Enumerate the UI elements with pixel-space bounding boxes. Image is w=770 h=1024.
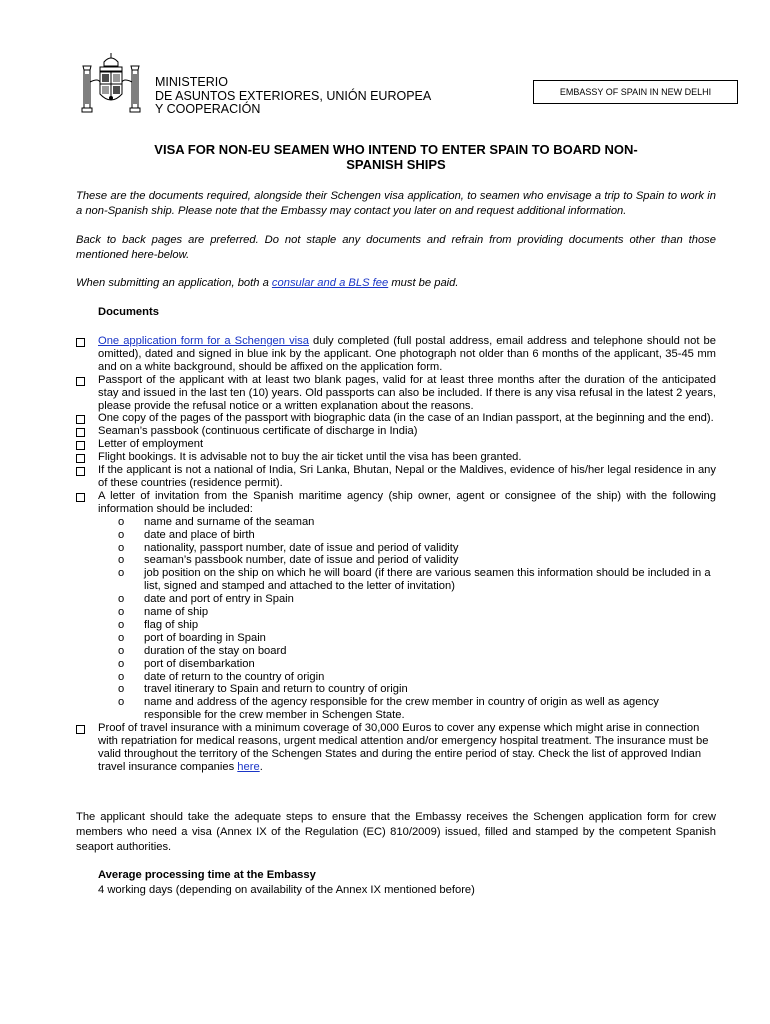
documents-heading: Documents bbox=[98, 306, 159, 318]
list-item-text: A letter of invitation from the Spanish maritime agency (ship owner, agent or consignee of the ship) with the following information should be included: bbox=[98, 489, 716, 515]
circle-bullet-icon: o bbox=[118, 696, 125, 709]
circle-bullet-icon: o bbox=[118, 554, 125, 567]
sub-list-item bbox=[98, 619, 716, 632]
circle-bullet-icon: o bbox=[118, 644, 125, 657]
documents-checklist bbox=[76, 335, 716, 774]
sub-item-text: flag of ship bbox=[144, 618, 199, 631]
list-item bbox=[76, 412, 716, 425]
circle-bullet-icon: o bbox=[118, 670, 125, 683]
sub-list-item bbox=[98, 632, 716, 645]
circle-bullet-icon: o bbox=[118, 657, 125, 670]
insurance-companies-link[interactable]: here bbox=[237, 760, 260, 773]
invitation-letter-item bbox=[76, 490, 716, 722]
list-item bbox=[76, 425, 716, 438]
sub-item-text: nationality, passport number, date of issue and period of validity bbox=[144, 541, 459, 554]
sub-list-item bbox=[98, 683, 716, 696]
list-item-text: Passport of the applicant with at least two blank pages, valid for at least three months after the duration of the anticipated stay and issued in the last ten (10) years. Old passports can also be included. If there is any visa refusal in the latest 2 years, please provide the refusal notice or a written explanation about the reasons. bbox=[98, 373, 716, 412]
sub-list-item bbox=[98, 516, 716, 529]
sub-list-item bbox=[98, 606, 716, 619]
title-line-1: VISA FOR NON-EU SEAMEN WHO INTEND TO ENTER SPAIN TO BOARD NON- bbox=[154, 142, 638, 157]
title-line-2: SPANISH SHIPS bbox=[346, 157, 446, 172]
sub-item-text: port of disembarkation bbox=[144, 657, 255, 670]
sub-list-item bbox=[98, 567, 716, 593]
spain-coat-of-arms-logo bbox=[80, 52, 142, 118]
circle-bullet-icon: o bbox=[118, 683, 125, 696]
insurance-item bbox=[76, 722, 716, 774]
circle-bullet-icon: o bbox=[118, 541, 125, 554]
circle-bullet-icon: o bbox=[118, 528, 125, 541]
checkbox-icon bbox=[76, 493, 85, 502]
sub-list-item bbox=[98, 593, 716, 606]
checkbox-icon bbox=[76, 467, 85, 476]
checkbox-icon bbox=[76, 415, 85, 424]
list-item-text: duly completed (full postal address, email address and telephone should not be omitted), dated and signed in blue ink by the applicant. One photograph not older than 6 months of the applicant, 35-45 mm and on a white background, should be affixed on the application form. bbox=[98, 335, 716, 373]
sub-item-text: duration of the stay on board bbox=[144, 644, 287, 657]
ministry-name bbox=[155, 76, 431, 117]
invitation-sublist bbox=[98, 516, 716, 723]
checkbox-icon bbox=[76, 441, 85, 450]
intro-paragraph: These are the documents required, alongside their Schengen visa application, to seamen who envisage a trip to Spain to work in a non-Spanish ship. Please note that the Embassy may contact you later on and request additional information. bbox=[76, 190, 716, 217]
list-item-text: Flight bookings. It is advisable not to buy the air ticket until the visa has been granted. bbox=[98, 451, 522, 464]
application-form-link[interactable]: One application form for a Schengen visa bbox=[98, 335, 309, 347]
circle-bullet-icon: o bbox=[118, 567, 125, 580]
embassy-label-box: EMBASSY OF SPAIN IN NEW DELHI bbox=[533, 80, 738, 104]
processing-time-text: 4 working days (depending on availability of the Annex IX mentioned before) bbox=[98, 884, 475, 896]
ministry-line-1: MINISTERIO bbox=[155, 75, 228, 89]
sub-item-text: port of boarding in Spain bbox=[144, 631, 266, 644]
sub-list-item bbox=[98, 696, 716, 722]
back-to-back-paragraph: Back to back pages are preferred. Do not staple any documents and refrain from providing documents other than those mentioned here-below. bbox=[76, 234, 716, 261]
list-item bbox=[76, 374, 716, 413]
list-item bbox=[76, 335, 716, 374]
sub-item-text: name and address of the agency responsible for the crew member in country of origin as well as agency responsible for the crew member in Schengen State. bbox=[144, 696, 659, 722]
ministry-line-3: Y COOPERACIÓN bbox=[155, 102, 261, 116]
list-item bbox=[76, 451, 716, 464]
checkbox-icon bbox=[76, 428, 85, 437]
sub-item-text: seaman’s passbook number, date of issue and period of validity bbox=[144, 554, 459, 567]
circle-bullet-icon: o bbox=[118, 618, 125, 631]
sub-item-text: travel itinerary to Spain and return to country of origin bbox=[144, 683, 408, 696]
consular-fee-link[interactable]: consular and a BLS fee bbox=[271, 277, 389, 289]
checkbox-icon bbox=[76, 454, 85, 463]
sub-list-item bbox=[98, 645, 716, 658]
sub-item-text: date and port of entry in Spain bbox=[144, 593, 294, 606]
sub-item-text: name and surname of the seaman bbox=[144, 515, 315, 528]
ministry-line-2: DE ASUNTOS EXTERIORES, UNIÓN EUROPEA bbox=[155, 88, 432, 103]
list-item bbox=[76, 438, 716, 451]
list-item-text-end: . bbox=[259, 760, 263, 773]
fee-text-after: must be paid. bbox=[388, 277, 459, 289]
sub-item-text: date of return to the country of origin bbox=[144, 670, 325, 683]
sub-item-text: name of ship bbox=[144, 606, 209, 619]
list-item-text: Proof of travel insurance with a minimum coverage of 30,000 Euros to cover any expense which might arise in connection with repatriation for medical reasons, urgent medical attention and/or emergency hospital treatment. The insurance must be valid throughout the territory of the Schengen States and during the entire period of stay. Check the list of approved Indian travel insurance companies bbox=[98, 722, 709, 773]
sub-item-text: job position on the ship on which he will board (if there are various seamen this information should be included in a list, signed and stamped and attached to the letter of invitation) bbox=[144, 567, 711, 593]
list-item-text: If the applicant is not a national of India, Sri Lanka, Bhutan, Nepal or the Maldives, evidence of his/her legal residence in any of these countries (residence permit). bbox=[98, 464, 716, 489]
fee-text-before: When submitting an application, both a bbox=[76, 277, 272, 289]
sub-list-item bbox=[98, 671, 716, 684]
sub-list-item bbox=[98, 658, 716, 671]
document-title bbox=[76, 142, 716, 172]
checkbox-icon bbox=[76, 338, 85, 347]
processing-time-heading: Average processing time at the Embassy bbox=[98, 869, 316, 881]
sub-list-item bbox=[98, 542, 716, 555]
circle-bullet-icon: o bbox=[118, 515, 125, 528]
circle-bullet-icon: o bbox=[118, 631, 125, 644]
checkbox-icon bbox=[76, 377, 85, 386]
list-item-text: Seaman’s passbook (continuous certificate of discharge in India) bbox=[98, 425, 418, 438]
list-item-text: One copy of the pages of the passport with biographic data (in the case of an Indian passport, at the beginning and the end). bbox=[98, 412, 714, 425]
sub-list-item bbox=[98, 554, 716, 567]
checkbox-icon bbox=[76, 725, 85, 734]
annex-paragraph: The applicant should take the adequate steps to ensure that the Embassy receives the Schengen application form for crew members who need a visa (Annex IX of the Regulation (EC) 810/2009) issued, filled and stamped by the competent Spanish seaport authorities. bbox=[76, 811, 716, 853]
circle-bullet-icon: o bbox=[118, 606, 125, 619]
sub-item-text: date and place of birth bbox=[144, 528, 255, 541]
list-item bbox=[76, 464, 716, 490]
list-item-text: Letter of employment bbox=[98, 438, 204, 451]
sub-list-item bbox=[98, 529, 716, 542]
circle-bullet-icon: o bbox=[118, 593, 125, 606]
fee-paragraph bbox=[76, 276, 716, 291]
